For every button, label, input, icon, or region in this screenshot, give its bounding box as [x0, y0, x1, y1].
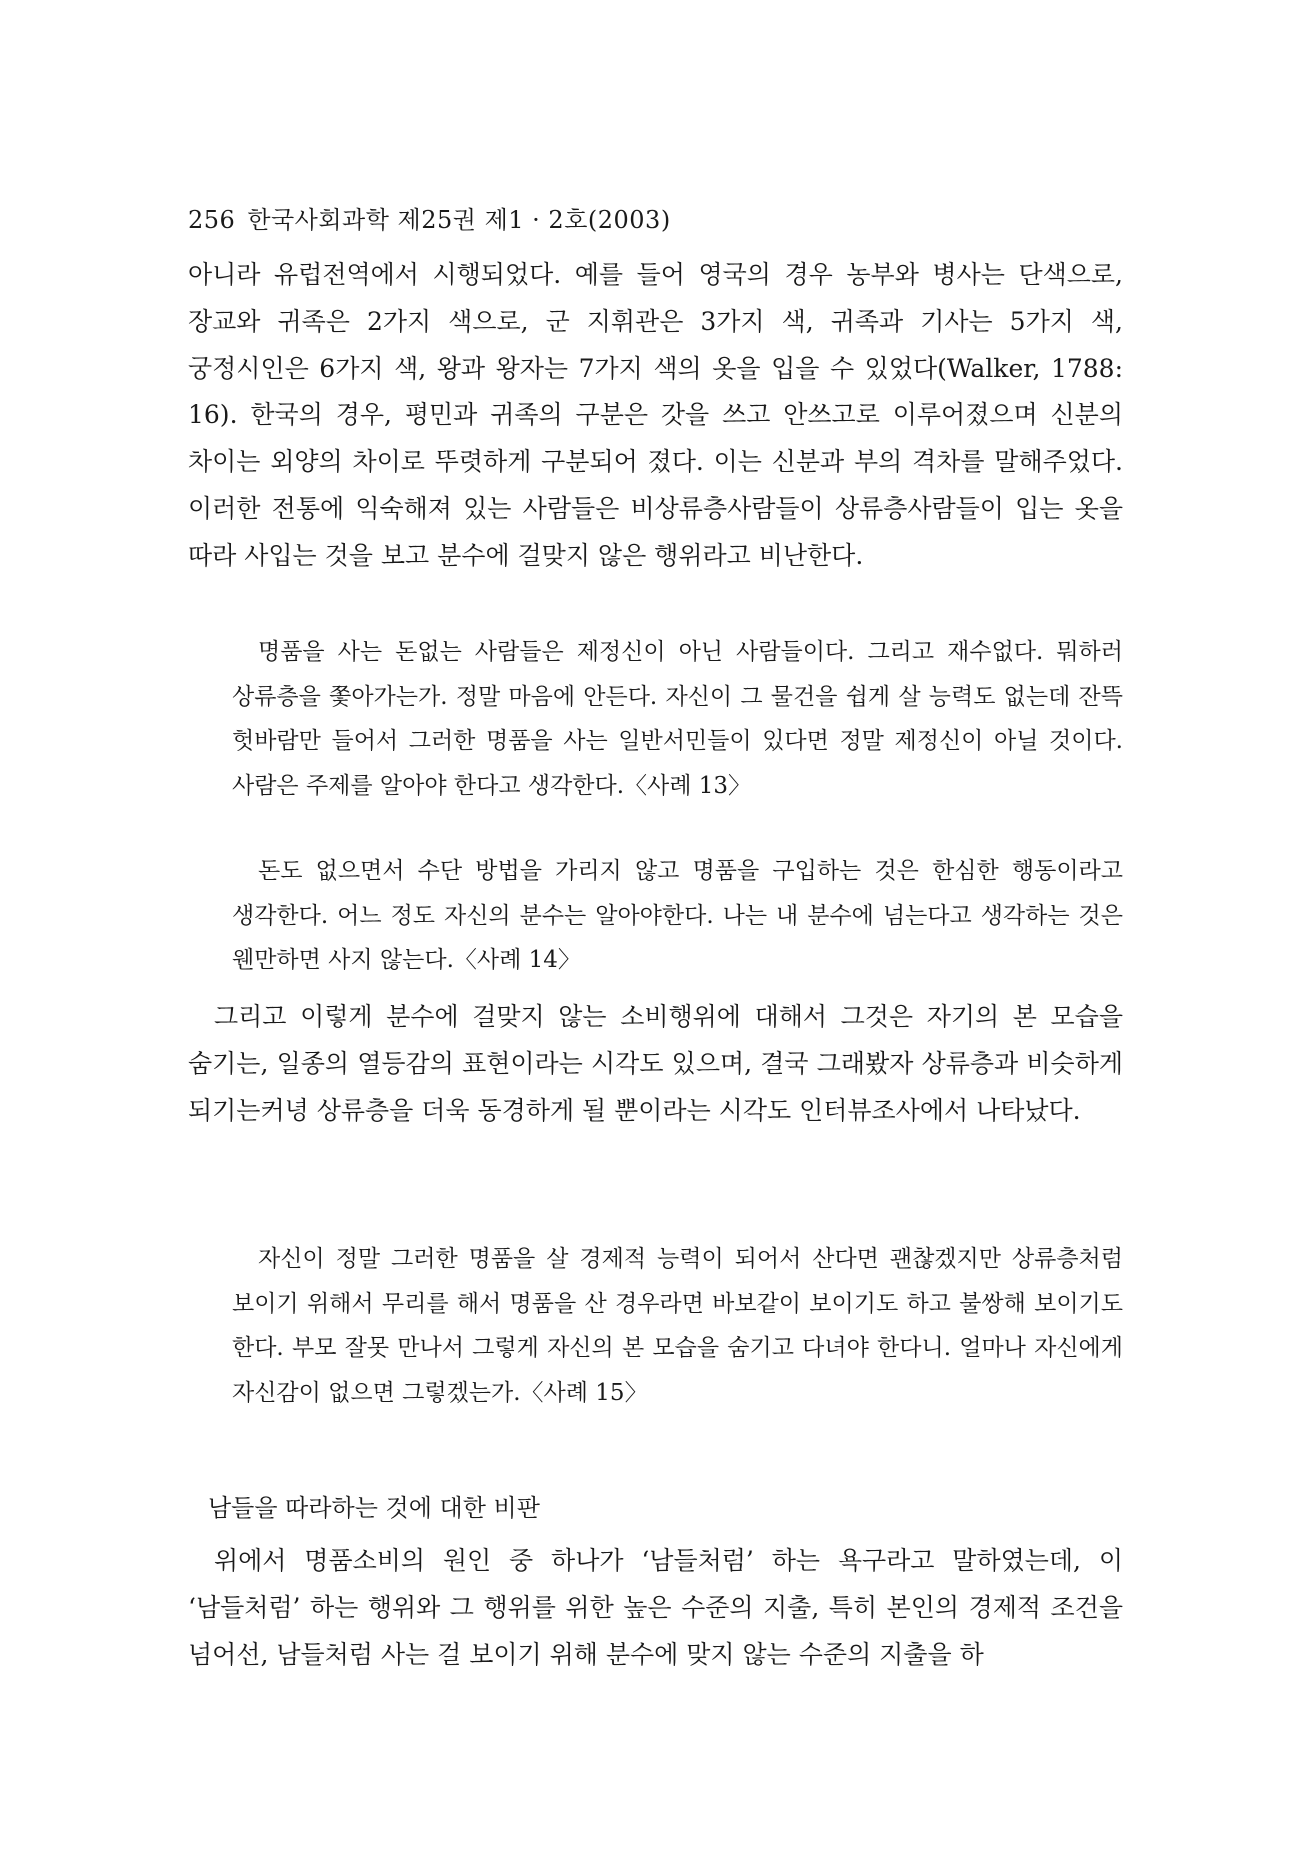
case-quote-15: 자신이 정말 그러한 명품을 살 경제적 능력이 되어서 산다면 괜찮겠지만 상류층처럼 보이기 위해서 무리를 해서 명품을 산 경우라면 바보같이 보이기도 하고 불쌍해 보이기도 한다. 부모 잘못 만나서 그렇게 자신의 본 모습을 숨기고 다녀야 한다니. 얼마나 자신에게 자신감이 없으면 그렇겠는가.〈사례 15〉 [232, 1246, 1123, 1406]
body-paragraph-2: 그리고 이렇게 분수에 걸맞지 않는 소비행위에 대해서 그것은 자기의 본 모습을 숨기는, 일종의 열등감의 표현이라는 시각도 있으며, 결국 그래봤자 상류층과 비슷하게 되기는커녕 상류층을 더욱 동경하게 될 뿐이라는 시각도 인터뷰조사에서 나타났다. [188, 1002, 1123, 1125]
page-number: 256 [188, 206, 236, 234]
body-paragraph-3: 위에서 명품소비의 원인 중 하나가 ‘남들처럼’ 하는 욕구라고 말하였는데, 이 ‘남들처럼’ 하는 행위와 그 행위를 위한 높은 수준의 지출, 특히 본인의 경제적 조건을 넘어선, 남들처럼 사는 걸 보이기 위해 분수에 맞지 않는 수준의 지출을 하 [188, 1546, 1123, 1669]
section-heading: 남들을 따라하는 것에 대한 비판 [208, 1494, 540, 1522]
case-quote-14: 돈도 없으면서 수단 방법을 가리지 않고 명품을 구입하는 것은 한심한 행동이라고 생각한다. 어느 정도 자신의 분수는 알아야한다. 나는 내 분수에 넘는다고 생각하는 것은 웬만하면 사지 않는다.〈사례 14〉 [232, 858, 1123, 974]
running-head [188, 200, 671, 235]
journal-title: 한국사회과학 제25권 제1 · 2호(2003) [247, 206, 671, 234]
body-paragraph-1: 아니라 유럽전역에서 시행되었다. 예를 들어 영국의 경우 농부와 병사는 단색으로, 장교와 귀족은 2가지 색으로, 군 지휘관은 3가지 색, 귀족과 기사는 5가지 색, 궁정시인은 6가지 색, 왕과 왕자는 7가지 색의 옷을 입을 수 있었다(Walker, 1788: 16). 한국의 경우, 평민과 귀족의 구분은 갓을 쓰고 안쓰고로 이루어졌으며 신분의 차이는 외양의 차이로 뚜렷하게 구분되어 졌다. 이는 신분과 부의 격차를 말해주었다. 이러한 전통에 익숙해져 있는 사람들은 비상류층사람들이 상류층사람들이 입는 옷을 따라 사입는 것을 보고 분수에 걸맞지 않은 행위라고 비난한다. [188, 260, 1123, 570]
case-quote-13: 명품을 사는 돈없는 사람들은 제정신이 아닌 사람들이다. 그리고 재수없다. 뭐하러 상류층을 쫓아가는가. 정말 마음에 안든다. 자신이 그 물건을 쉽게 살 능력도 없는데 잔뜩 헛바람만 들어서 그러한 명품을 사는 일반서민들이 있다면 정말 제정신이 아닐 것이다. 사람은 주제를 알아야 한다고 생각한다.〈사례 13〉 [232, 639, 1123, 799]
